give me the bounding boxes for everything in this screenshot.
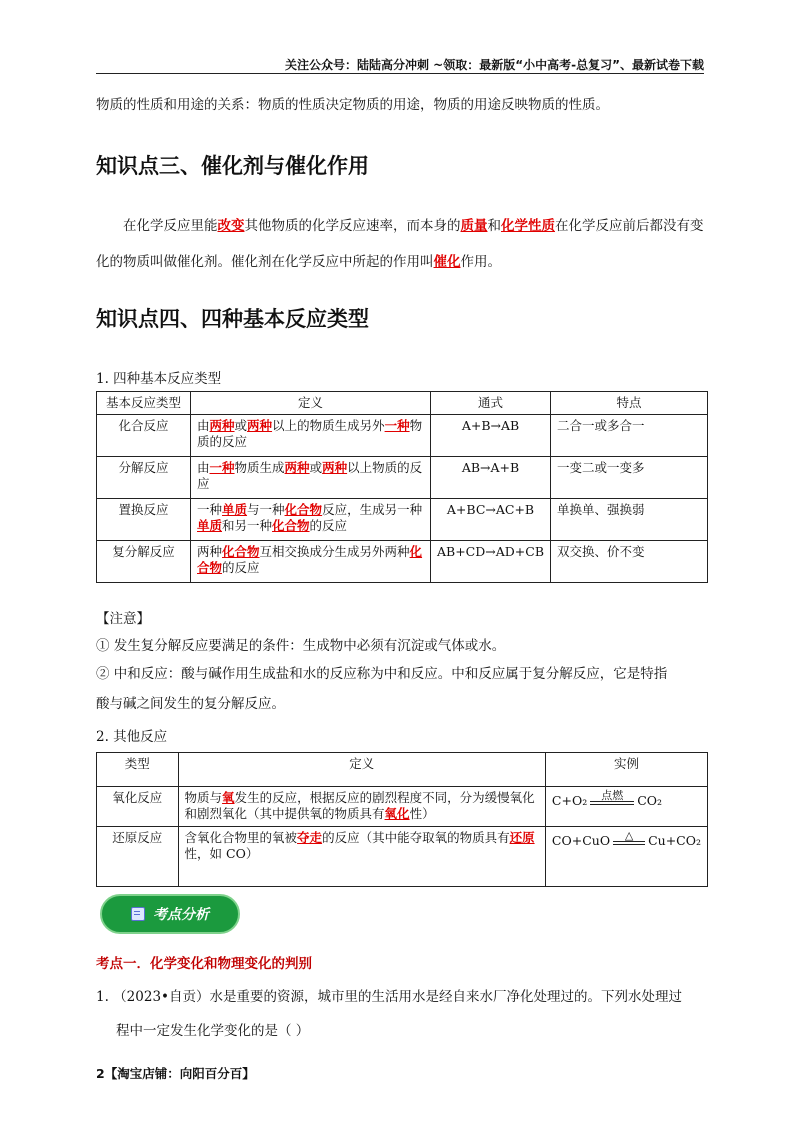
condition-heat: △ bbox=[624, 829, 634, 842]
definition-cell: 物质与氧发生的反应，根据反应的剧烈程度不同，分为缓慢氧化和剧烈氧化（其中提供氧的物质具有氧化性） bbox=[178, 787, 545, 827]
catalyst-paragraph: 在化学反应里能改变其他物质的化学反应速率，而本身的质量和化学性质在化学反应前后都没有变化的物质叫做催化剂。催化剂在化学反应中所起的作用叫催化作用。 bbox=[96, 218, 704, 270]
question-line-2: 程中一定发生化学变化的是（ ） bbox=[116, 1023, 310, 1039]
header-cell: 定义 bbox=[191, 392, 431, 415]
page-footer: 2【淘宝店铺：向阳百分百】 bbox=[96, 1066, 255, 1081]
formula-cell: A+BC→AC+B bbox=[431, 499, 551, 541]
type-cell: 氧化反应 bbox=[97, 787, 179, 827]
table-row bbox=[97, 415, 708, 457]
intro-paragraph: 物质的性质和用途的关系：物质的性质决定物质的用途，物质的用途反映物质的性质。 bbox=[96, 97, 609, 113]
badge-label: 考点分析 bbox=[153, 907, 209, 923]
table-header-row bbox=[97, 753, 708, 787]
formula-cell: A+B→AB bbox=[431, 415, 551, 457]
header-cell: 定义 bbox=[178, 753, 545, 787]
section4-title: 知识点四、四种基本反应类型 bbox=[96, 307, 369, 331]
other-reactions-table bbox=[96, 752, 708, 887]
header-cell: 基本反应类型 bbox=[97, 392, 191, 415]
table-row bbox=[97, 457, 708, 499]
highlight-chem-property: 化学性质 bbox=[501, 218, 555, 234]
section3-title: 知识点三、催化剂与催化作用 bbox=[96, 154, 369, 178]
table-row bbox=[97, 787, 708, 827]
feature-cell: 二合一或多合一 bbox=[551, 415, 708, 457]
table-row bbox=[97, 499, 708, 541]
header-divider bbox=[96, 73, 704, 74]
note-item-2-continued: 酸与碱之间发生的复分解反应。 bbox=[96, 696, 285, 712]
note-item-1: ① 发生复分解反应要满足的条件：生成物中必须有沉淀或气体或水。 bbox=[96, 638, 506, 654]
feature-cell: 一变二或一变多 bbox=[551, 457, 708, 499]
question-line-1: 1. （2023•自贡）水是重要的资源，城市里的生活用水是经自来水厂净化处理过的。下列水处理过 bbox=[96, 989, 682, 1005]
example-cell bbox=[545, 827, 707, 887]
subheading-other-reactions: 2. 其他反应 bbox=[96, 729, 168, 745]
table-header-row bbox=[97, 392, 708, 415]
table-row bbox=[97, 541, 708, 583]
header-cell: 实例 bbox=[545, 753, 707, 787]
type-cell: 复分解反应 bbox=[97, 541, 191, 583]
definition-cell: 一种单质与一种化合物反应，生成另一种单质和另一种化合物的反应 bbox=[191, 499, 431, 541]
note-title: 【注意】 bbox=[96, 611, 150, 627]
table-row bbox=[97, 827, 708, 887]
type-cell: 化合反应 bbox=[97, 415, 191, 457]
header-cell: 类型 bbox=[97, 753, 179, 787]
example-cell bbox=[545, 787, 707, 827]
type-cell: 分解反应 bbox=[97, 457, 191, 499]
highlight-mass: 质量 bbox=[460, 218, 488, 234]
analysis-badge bbox=[100, 894, 240, 934]
equation-reduction: CO+CuO △ Cu+CO₂ bbox=[551, 829, 701, 848]
definition-cell: 含氧化合物里的氧被夺走的反应（其中能夺取氧的物质具有还原性，如 CO） bbox=[178, 827, 545, 887]
header-cell: 通式 bbox=[431, 392, 551, 415]
question-1 bbox=[96, 980, 712, 1048]
definition-cell: 由两种或两种以上的物质生成另外一种物质的反应 bbox=[191, 415, 431, 457]
highlight-change: 改变 bbox=[217, 218, 245, 234]
condition-ignite: 点燃 bbox=[601, 789, 624, 802]
note-item-2: ② 中和反应：酸与碱作用生成盐和水的反应称为中和反应。中和反应属于复分解反应，它是特指 bbox=[96, 666, 668, 682]
feature-cell: 双交换、价不变 bbox=[551, 541, 708, 583]
feature-cell: 单换单、强换弱 bbox=[551, 499, 708, 541]
definition-cell: 由一种物质生成两种或两种以上物质的反应 bbox=[191, 457, 431, 499]
page-header: 关注公众号：陆陆高分冲刺 ~领取：最新版“小中高考-总复习”、最新试卷下载 bbox=[285, 58, 704, 72]
type-cell: 置换反应 bbox=[97, 499, 191, 541]
definition-cell: 两种化合物互相交换成分生成另外两种化合物的反应 bbox=[191, 541, 431, 583]
type-cell: 还原反应 bbox=[97, 827, 179, 887]
basic-reactions-table bbox=[96, 391, 708, 583]
subheading-basic-reactions: 1. 四种基本反应类型 bbox=[96, 371, 222, 387]
topic1-title: 考点一．化学变化和物理变化的判别 bbox=[96, 956, 312, 972]
highlight-catalysis: 催化 bbox=[433, 254, 461, 270]
formula-cell: AB→A+B bbox=[431, 457, 551, 499]
equation-oxidation: C+O₂ 点燃 CO₂ bbox=[551, 789, 663, 808]
header-cell: 特点 bbox=[551, 392, 708, 415]
document-icon bbox=[131, 907, 145, 921]
formula-cell: AB+CD→AD+CB bbox=[431, 541, 551, 583]
